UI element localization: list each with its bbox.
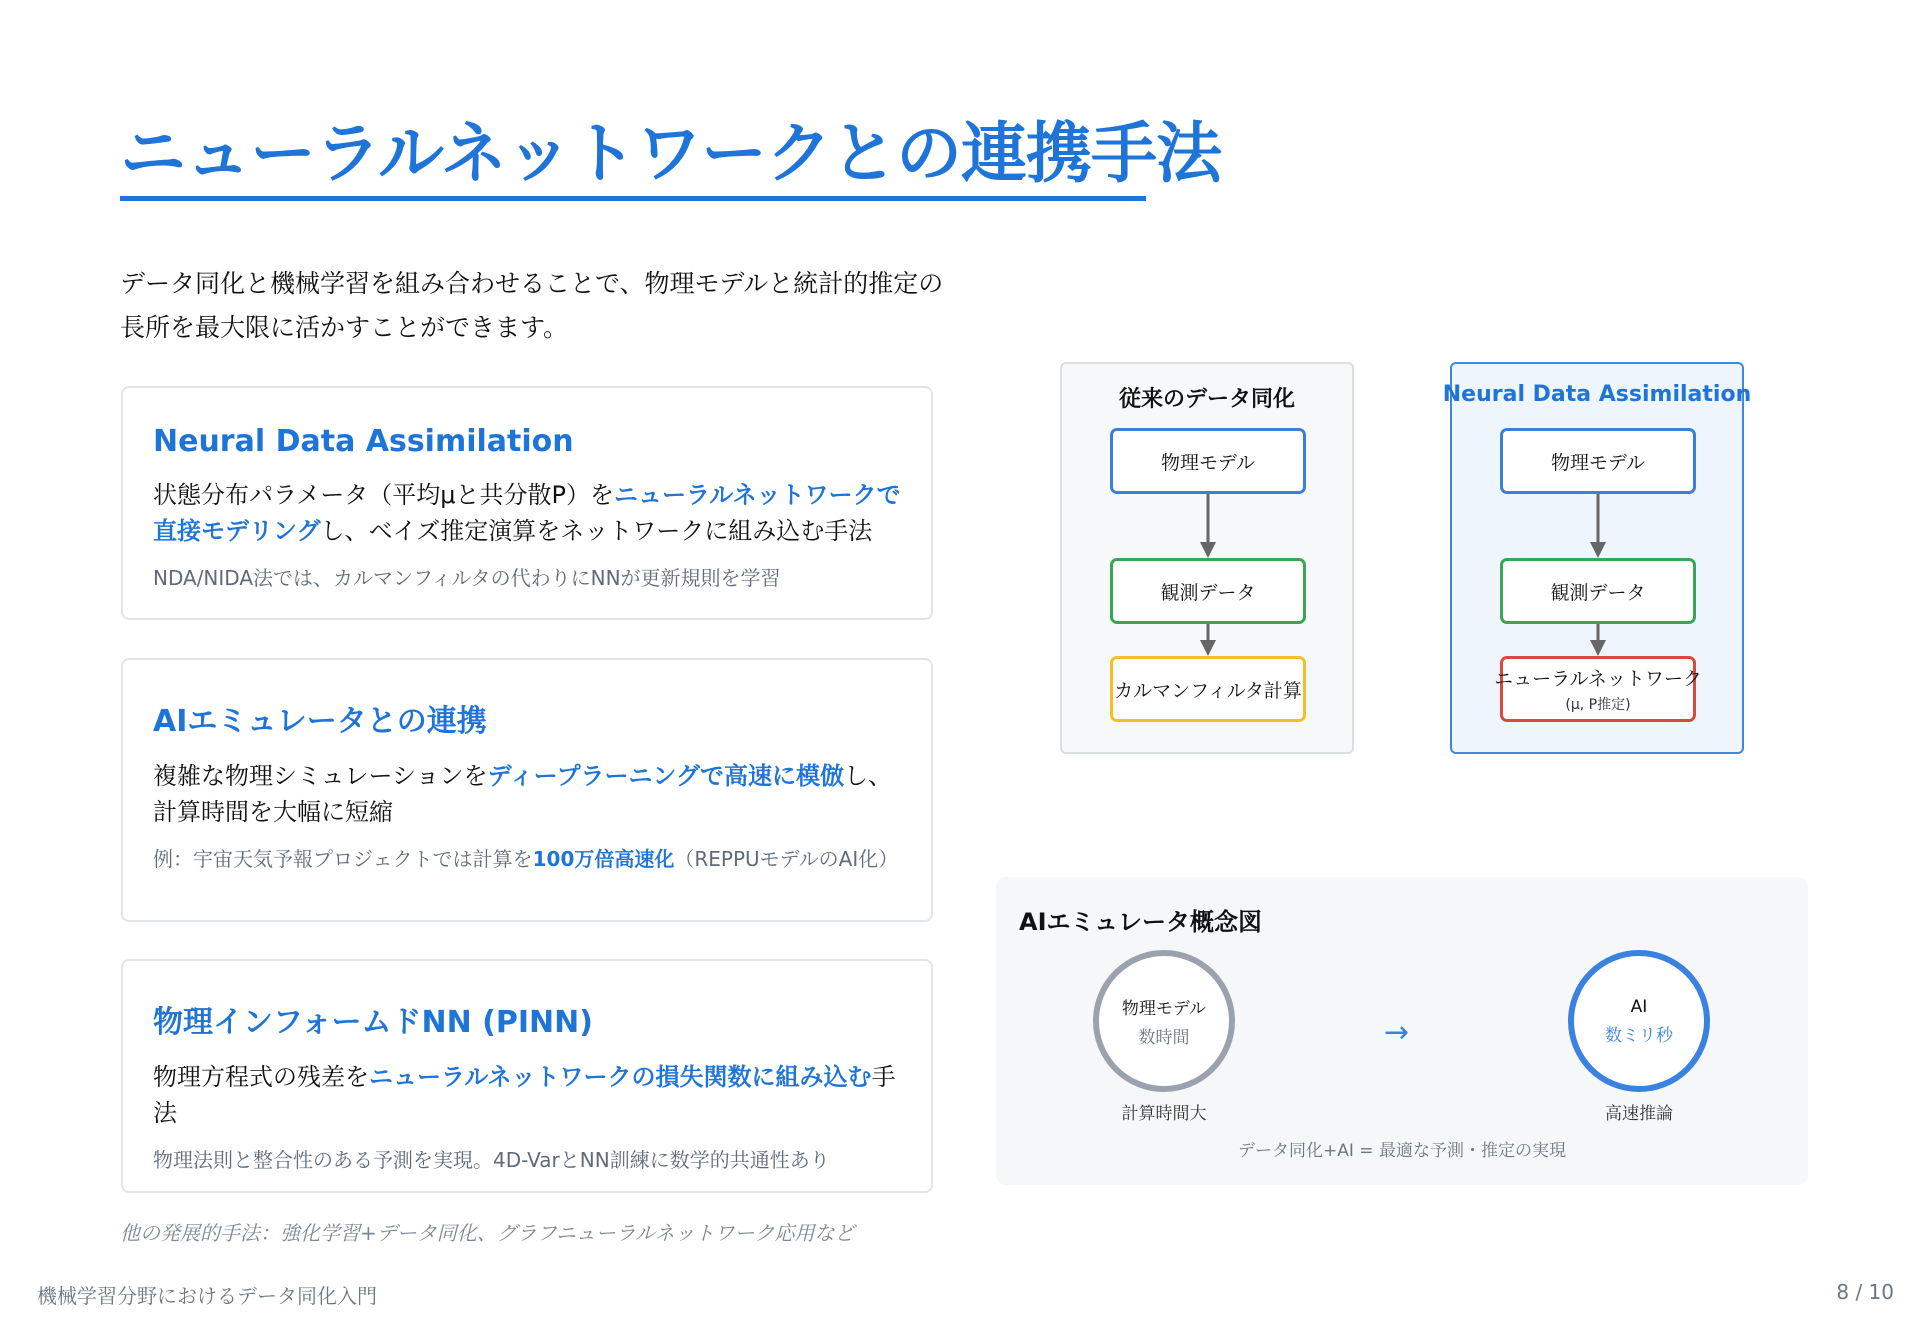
card-pinn: [121, 959, 933, 1193]
card-neural-data-assimilation: [121, 386, 933, 620]
panel-note: データ同化+AI = 最適な予測・推定の実現: [1238, 1141, 1566, 1161]
footnote: 他の発展的手法：強化学習+データ同化、グラフニューラルネットワーク応用など: [120, 1221, 855, 1245]
circle-label: 物理モデル: [1121, 999, 1207, 1019]
circle-caption: 計算時間大: [1121, 1104, 1207, 1124]
footer-title: 機械学習分野におけるデータ同化入門: [37, 1284, 377, 1308]
circle-time: 数ミリ秒: [1605, 1025, 1673, 1046]
circle-caption: 高速推論: [1605, 1104, 1673, 1124]
panel-title: AIエミュレータ概念図: [1019, 908, 1263, 936]
card-highlight: ニューラルネットワークの損失関数に組み込む: [369, 1063, 872, 1091]
circle-time: 数時間: [1138, 1028, 1190, 1048]
diagram-title: Neural Data Assimilation: [1442, 382, 1752, 407]
node-neural-network: [1494, 656, 1702, 722]
flow-arrow: [1583, 494, 1613, 560]
card-heading: 物理インフォームドNN (PINN): [153, 1005, 593, 1040]
card-note-text: （REPPUモデルのAI化）: [674, 847, 899, 871]
flow-arrow: [1193, 624, 1223, 658]
circle-label: AI: [1630, 996, 1648, 1017]
flow-arrow: [1583, 624, 1613, 658]
node-observation-data: 観測データ: [1500, 558, 1696, 624]
card-heading: Neural Data Assimilation: [153, 424, 574, 459]
node-sublabel: (μ, P推定): [1565, 697, 1631, 713]
emulator-concept-panel: [996, 877, 1808, 1185]
flow-arrow: [1193, 494, 1223, 560]
node-observation-data: 観測データ: [1110, 558, 1306, 624]
physics-model-circle: [1093, 950, 1235, 1092]
card-description: [153, 477, 901, 549]
card-description: [153, 758, 901, 830]
card-ai-emulator: [121, 658, 933, 922]
card-highlight: ディープラーニングで高速に模倣: [487, 762, 844, 790]
card-description-text: し、計算時間を大幅に短縮: [153, 762, 892, 826]
card-description-text: 物理方程式の残差を: [153, 1063, 369, 1091]
node-label: ニューラルネットワーク: [1494, 668, 1702, 690]
card-description-text: 複雑な物理シミュレーションを: [153, 762, 488, 790]
diagram-neural-da: [1442, 362, 1752, 754]
card-description: [153, 1059, 901, 1131]
page-number: 8 / 10: [1836, 1280, 1894, 1304]
card-note: 物理法則と整合性のある予測を実現。4D-VarとNN訓練に数学的共通性あり: [153, 1148, 830, 1172]
card-note: NDA/NIDA法では、カルマンフィルタの代わりにNNが更新規則を学習: [153, 566, 781, 590]
node-physics-model: 物理モデル: [1500, 428, 1696, 494]
title-underline: [120, 196, 1146, 201]
diagram-conventional: [1060, 362, 1354, 754]
card-description-text: 手法: [153, 1063, 896, 1127]
diagram-title: 従来のデータ同化: [1118, 387, 1295, 412]
node-physics-model: 物理モデル: [1110, 428, 1306, 494]
page-title: ニューラルネットワークとの連携手法: [120, 115, 1222, 192]
arrow-right-icon: →: [1384, 1015, 1410, 1050]
node-kalman-filter: カルマンフィルタ計算: [1110, 656, 1306, 722]
card-note-text: 例：宇宙天気予報プロジェクトでは計算を: [153, 847, 533, 871]
card-description-text: 状態分布パラメータ（平均μと共分散P）を: [153, 481, 615, 509]
intro-text: データ同化と機械学習を組み合わせることで、物理モデルと統計的推定の長所を最大限に活かすことができます。: [120, 269, 944, 342]
card-note: [153, 844, 901, 874]
card-highlight: ニューラルネットワークで直接モデリング: [153, 481, 901, 545]
card-note-highlight: 100万倍高速化: [532, 847, 675, 871]
card-description-text: し、ベイズ推定演算をネットワークに組み込む手法: [320, 517, 873, 545]
ai-circle: [1568, 950, 1710, 1092]
card-heading: AIエミュレータとの連携: [153, 704, 487, 739]
